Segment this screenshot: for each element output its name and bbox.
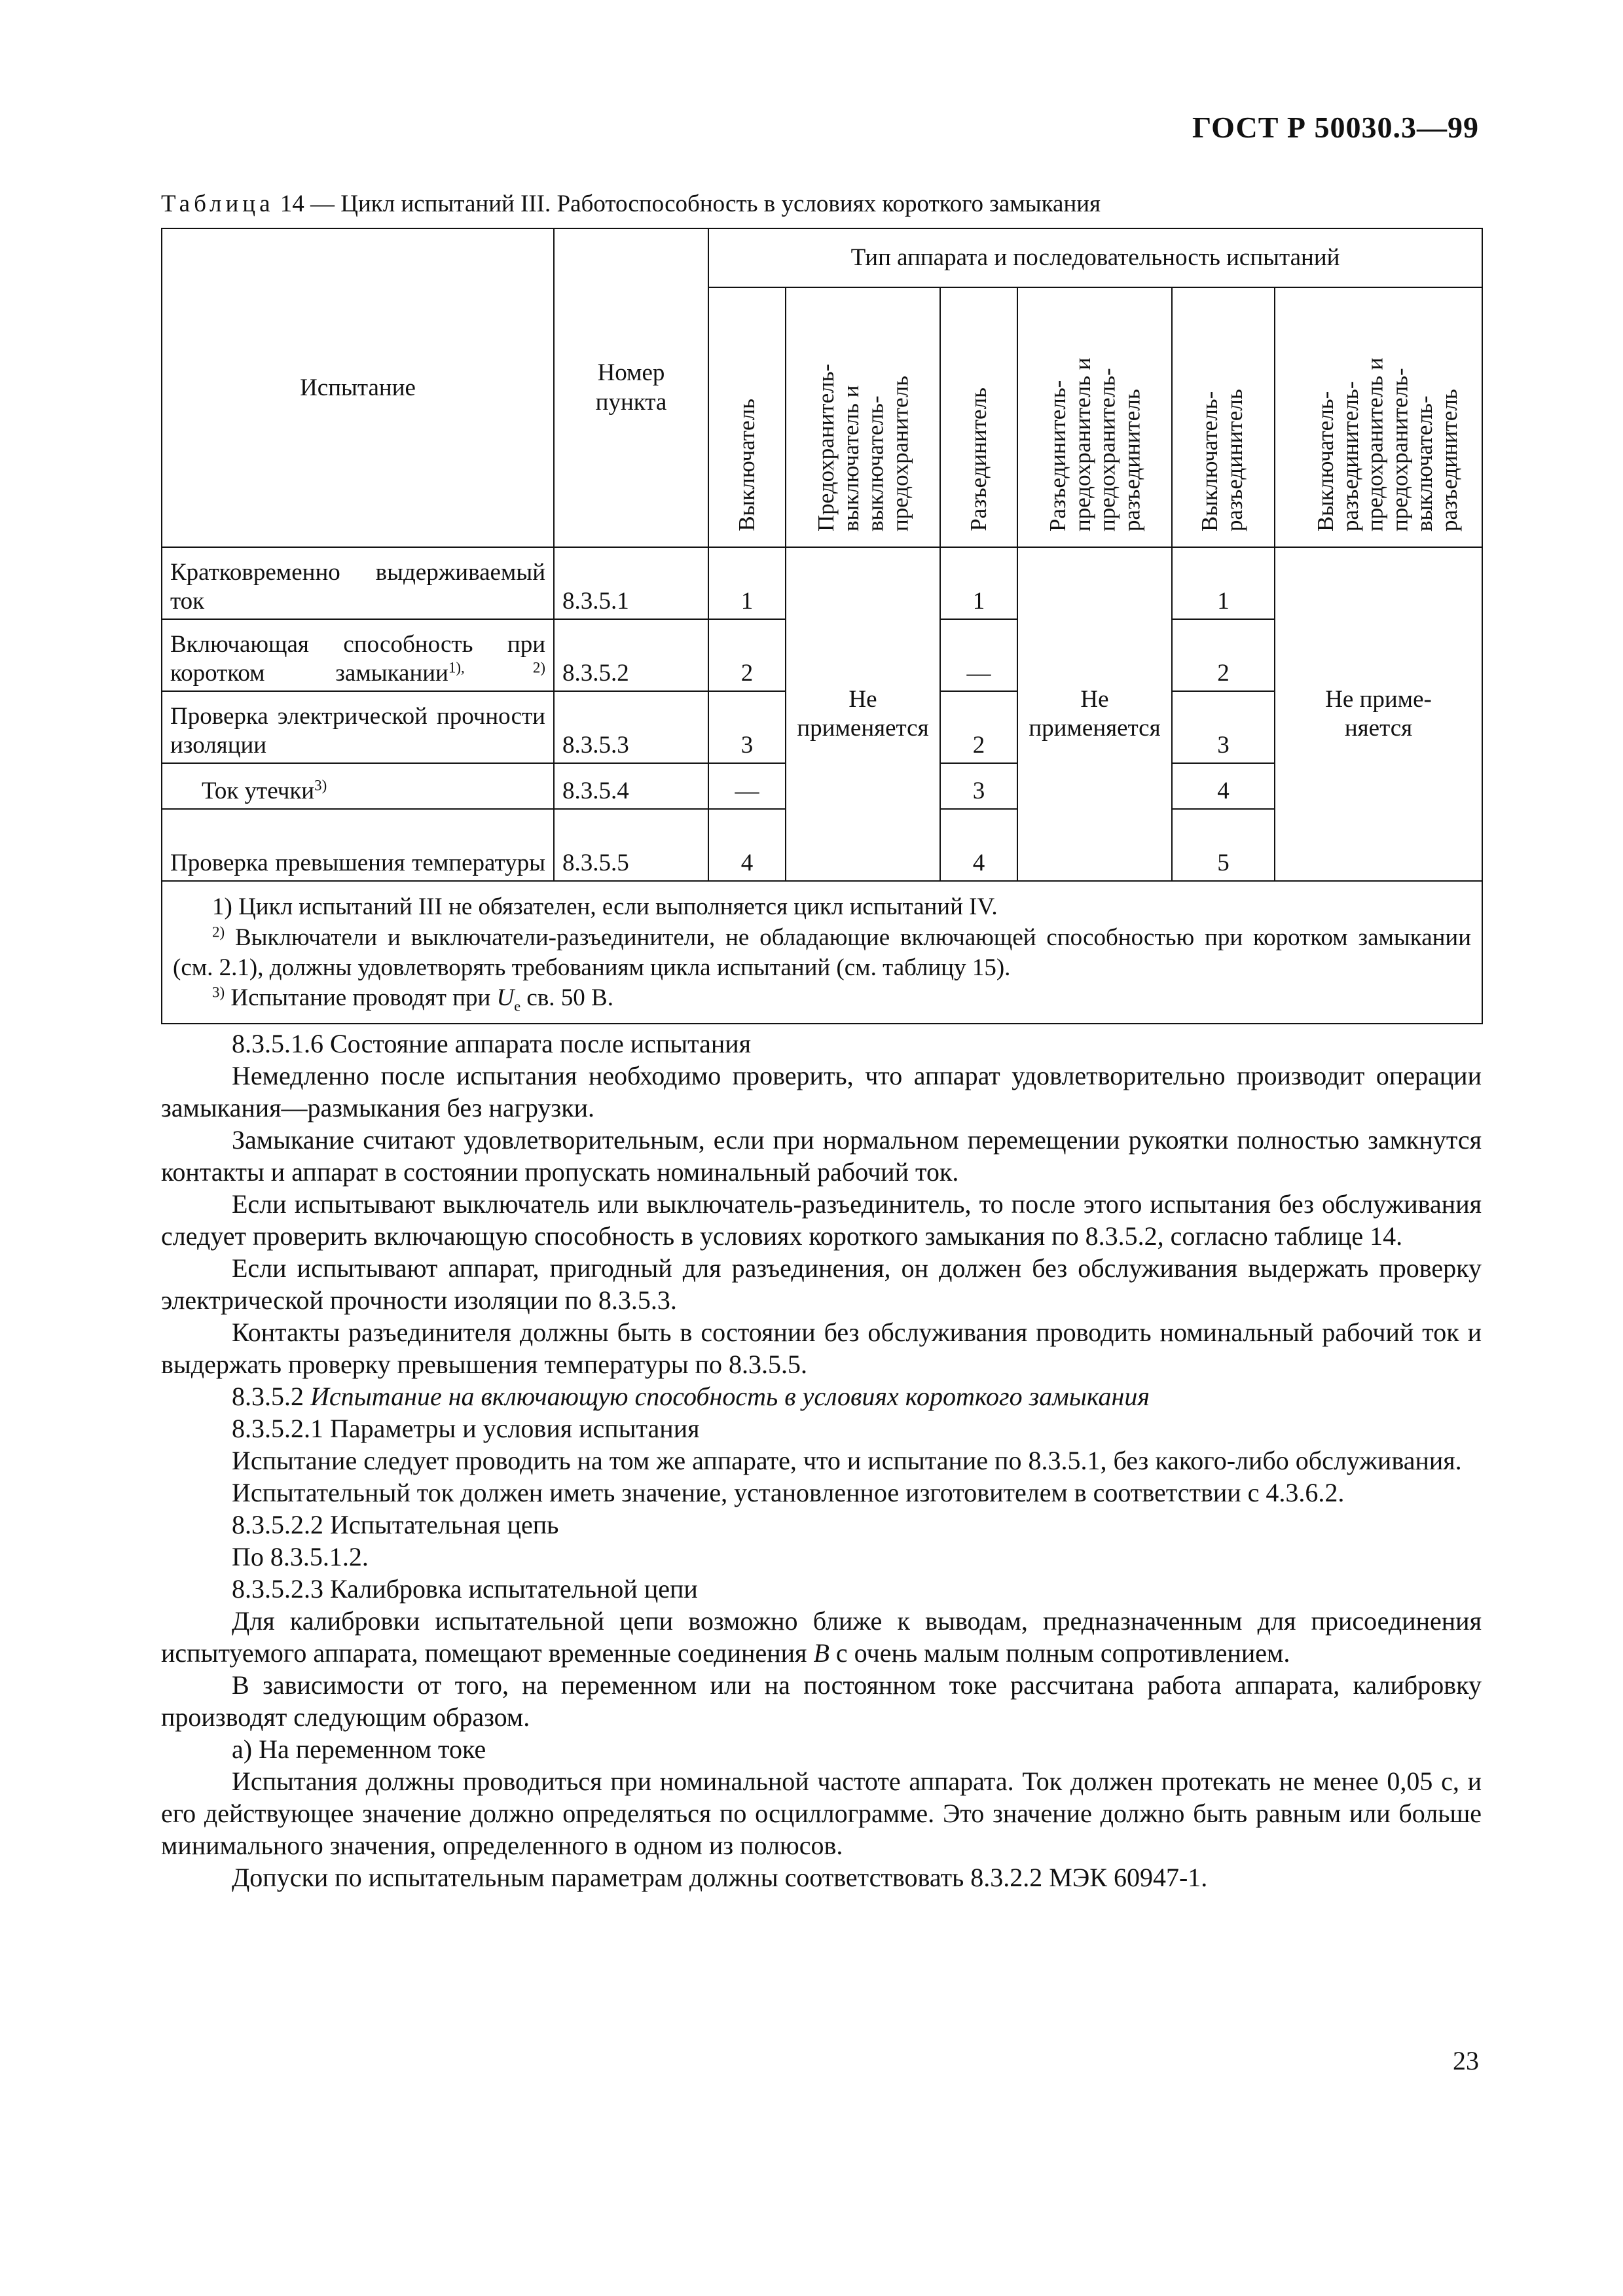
row-value-1: 2 — [708, 619, 786, 691]
paragraph: По 8.3.5.1.2. — [232, 1542, 369, 1571]
clause-heading: 8.3.5.1.6 Состояние аппарата после испытания — [232, 1029, 752, 1058]
header-device-group: Тип аппарата и последовательность испытаний — [708, 228, 1482, 287]
header-device-type-6 — [1275, 287, 1482, 547]
header-device-type-2 — [786, 287, 940, 547]
row-clause: 8.3.5.2 — [554, 619, 708, 691]
page-number: 23 — [1453, 2046, 1479, 2075]
paragraph: Испытания должны проводиться при номинальной частоте аппарата. Ток должен протекать не менее 0,05 с, и его действующее значение должно определяться по осциллограмме. Это значение должно быть равным или больше минимального значения, определенного в одном из полюсов. — [161, 1767, 1482, 1860]
row-clause: 8.3.5.1 — [554, 547, 708, 619]
table-notes — [162, 881, 1482, 1024]
table-caption-prefix: Таблица — [161, 190, 274, 217]
footnote-ref: 3) — [314, 777, 327, 794]
table-caption — [161, 190, 1101, 218]
table-caption-text: 14 — Цикл испытаний III. Работоспособность в условиях короткого замыкания — [274, 190, 1101, 217]
table-notes-row — [162, 881, 1482, 1024]
row-value-5: 2 — [1172, 619, 1275, 691]
paragraph: Если испытывают аппарат, пригодный для разъединения, он должен без обслуживания выдержать проверку электрической прочности изоляции по 8.3.5.3. — [161, 1253, 1482, 1315]
row-value-3: — — [940, 619, 1017, 691]
row-test-name: Проверка электрической прочности изоляции — [162, 691, 554, 763]
paragraph: Испытательный ток должен иметь значение, установленное изготовителем в соответствии с 4.3.6.2. — [232, 1478, 1345, 1507]
not-applicable-cell-6: Не приме-няется — [1275, 547, 1482, 881]
paragraph: Испытание следует проводить на том же аппарате, что и испытание по 8.3.5.1, без какого-либо обслуживания. — [232, 1446, 1462, 1475]
row-value-5: 5 — [1172, 809, 1275, 881]
paragraph: Для калибровки испытательной цепи возможно ближе к выводам, предназначенным для присоединения испытуемого аппарата, помещают временные соединения B с очень малым полным сопротивлением. — [161, 1606, 1482, 1668]
document-code: ГОСТ Р 50030.3—99 — [1192, 111, 1479, 144]
clause-heading: 8.3.5.2.3 Калибровка испытательной цепи — [232, 1574, 698, 1604]
clause-heading: 8.3.5.2.1 Параметры и условия испытания — [232, 1414, 700, 1443]
body-text — [161, 1028, 1482, 1893]
row-value-1: 4 — [708, 809, 786, 881]
device-type-label: Разъединитель — [966, 387, 992, 531]
header-device-type-5 — [1172, 287, 1275, 547]
row-value-1: — — [708, 763, 786, 809]
table-note-3: $^{3)}$ Испытание проводят при $U_e$ св. 50 В. — [212, 984, 613, 1014]
paragraph: Немедленно после испытания необходимо проверить, что аппарат удовлетворительно производит операции замыкания—размыкания без нагрузки. — [161, 1061, 1482, 1122]
not-applicable-cell-2: Не применяется — [786, 547, 940, 881]
device-type-label: Выключатель-разъединитель-предохранитель и предохранитель-выключатель-разъединитель — [1312, 357, 1462, 531]
table-note-1: 1) Цикл испытаний III не обязателен, если выполняется цикл испытаний IV. — [212, 893, 998, 921]
row-value-3: 4 — [940, 809, 1017, 881]
header-device-type-4 — [1017, 287, 1172, 547]
header-test: Испытание — [162, 228, 554, 547]
paragraph: Контакты разъединителя должны быть в состоянии без обслуживания проводить номинальный рабочий ток и выдержать проверку превышения температуры по 8.3.5.5. — [161, 1318, 1482, 1379]
header-device-type-3 — [940, 287, 1017, 547]
row-test-name: Ток утечки$^{3)}$ — [162, 763, 554, 809]
row-value-5: 1 — [1172, 547, 1275, 619]
clause-heading: 8.3.5.2 Испытание на включающую способность в условиях короткого замыкания — [232, 1382, 1150, 1411]
row-test-name: Включающая способность при коротком замыкании$^{1), 2)}$ — [162, 619, 554, 691]
paragraph: Если испытывают выключатель или выключатель-разъединитель, то после этого испытания без обслуживания следует проверить включающую способность в условиях короткого замыкания по 8.3.5.2, согласно таблице 14. — [161, 1189, 1482, 1251]
list-item: а) На переменном токе — [232, 1734, 486, 1764]
device-type-label: Выключатель-разъединитель — [1196, 389, 1247, 531]
table-row — [162, 547, 1482, 619]
row-clause: 8.3.5.5 — [554, 809, 708, 881]
paragraph: Замыкание считают удовлетворительным, если при нормальном перемещении рукоятки полностью замкнутся контакты и аппарат в состоянии пропускать номинальный рабочий ток. — [161, 1125, 1482, 1187]
row-value-3: 1 — [940, 547, 1017, 619]
device-type-label: Выключатель — [734, 399, 760, 531]
row-value-5: 3 — [1172, 691, 1275, 763]
row-value-1: 3 — [708, 691, 786, 763]
not-applicable-cell-4: Не применяется — [1017, 547, 1172, 881]
row-value-5: 4 — [1172, 763, 1275, 809]
row-value-1: 1 — [708, 547, 786, 619]
footnote-ref: 1), 2) — [448, 659, 546, 676]
row-value-3: 2 — [940, 691, 1017, 763]
paragraph: В зависимости от того, на переменном или на постоянном токе рассчитана работа аппарата, калибровку производят следующим образом. — [161, 1670, 1482, 1732]
row-test-name: Проверка превышения температуры — [162, 809, 554, 881]
header-clause: Номер пункта — [554, 228, 708, 547]
row-clause: 8.3.5.4 — [554, 763, 708, 809]
header-device-type-1 — [708, 287, 786, 547]
device-type-label: Предохранитель-выключатель и выключатель-предохранитель — [813, 363, 913, 531]
table-note-2: $^{2)}$ Выключатели и выключатели-разъединители, не обладающие включающей способностью при коротком замыкании (см. 2.1), должны удовлетворять требованиям цикла испытаний (см. таблицу 15). — [173, 924, 1472, 981]
test-sequence-table — [161, 228, 1483, 1024]
row-clause: 8.3.5.3 — [554, 691, 708, 763]
device-type-label: Разъединитель-предохранитель и предохранитель-разъединитель — [1045, 357, 1145, 531]
row-test-name: Кратковременно выдерживаемый ток — [162, 547, 554, 619]
clause-heading: 8.3.5.2.2 Испытательная цепь — [232, 1510, 559, 1539]
row-value-3: 3 — [940, 763, 1017, 809]
paragraph: Допуски по испытательным параметрам должны соответствовать 8.3.2.2 МЭК 60947-1. — [232, 1863, 1208, 1892]
